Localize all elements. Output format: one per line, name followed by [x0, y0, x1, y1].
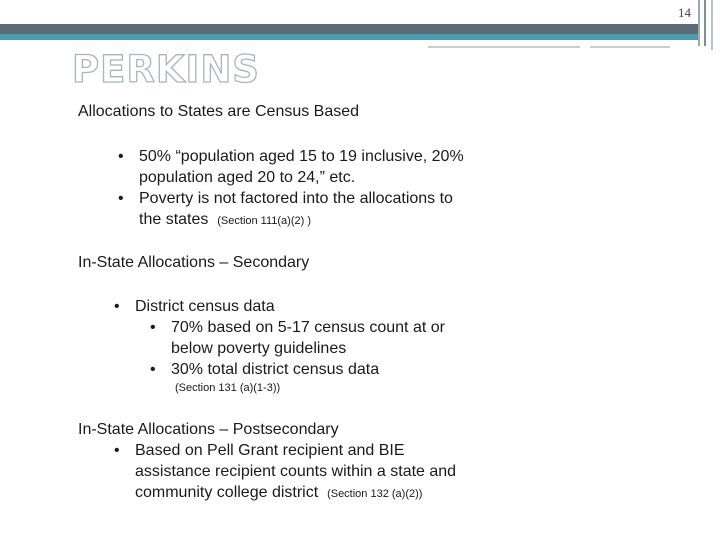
bullet-mark: • [150, 319, 156, 336]
bullet-mark: • [150, 361, 156, 378]
bullet-line: population aged 20 to 24,” etc. [139, 169, 356, 186]
bullet-mark: • [118, 148, 124, 165]
bullet-line: 30% total district census data [171, 361, 380, 378]
bullet-line: Poverty is not factored into the allocations to [139, 190, 453, 207]
decorative-line [711, 0, 713, 50]
accent-line [428, 46, 580, 48]
accent-line [590, 46, 670, 48]
bullet-text: the states [139, 211, 209, 228]
header-bar-teal [0, 34, 700, 40]
slide-title: PERKINS [72, 48, 260, 91]
bullet-mark: • [114, 442, 120, 459]
decorative-line [704, 0, 706, 46]
bullet-line [139, 209, 311, 232]
section-heading: In-State Allocations – Postsecondary [78, 421, 339, 438]
bullet-line: Based on Pell Grant recipient and BIE [135, 442, 405, 459]
bullet-line: 70% based on 5-17 census count at or [171, 319, 445, 336]
bullet-line: 50% “population aged 15 to 19 inclusive, 20% [139, 148, 464, 165]
bullet-line: below poverty guidelines [171, 340, 347, 357]
bullet-text: community college district [135, 484, 319, 501]
header-bar-dark [0, 24, 700, 34]
bullet-mark: • [118, 190, 124, 207]
bullet-line: District census data [135, 298, 275, 315]
bullet-line: assistance recipient counts within a state and [135, 463, 457, 480]
bullet-line [135, 482, 422, 505]
citation: (Section 132 (a)(2)) [327, 488, 423, 500]
slide-number: 14 [678, 5, 691, 20]
bullet-mark: • [114, 298, 120, 315]
section-heading: In-State Allocations – Secondary [78, 254, 310, 271]
section-heading: Allocations to States are Census Based [78, 103, 360, 120]
decorative-line [698, 0, 700, 46]
citation: (Section 131 (a)(1-3)) [175, 382, 281, 394]
citation: (Section 111(a)(2) ) [217, 215, 312, 227]
